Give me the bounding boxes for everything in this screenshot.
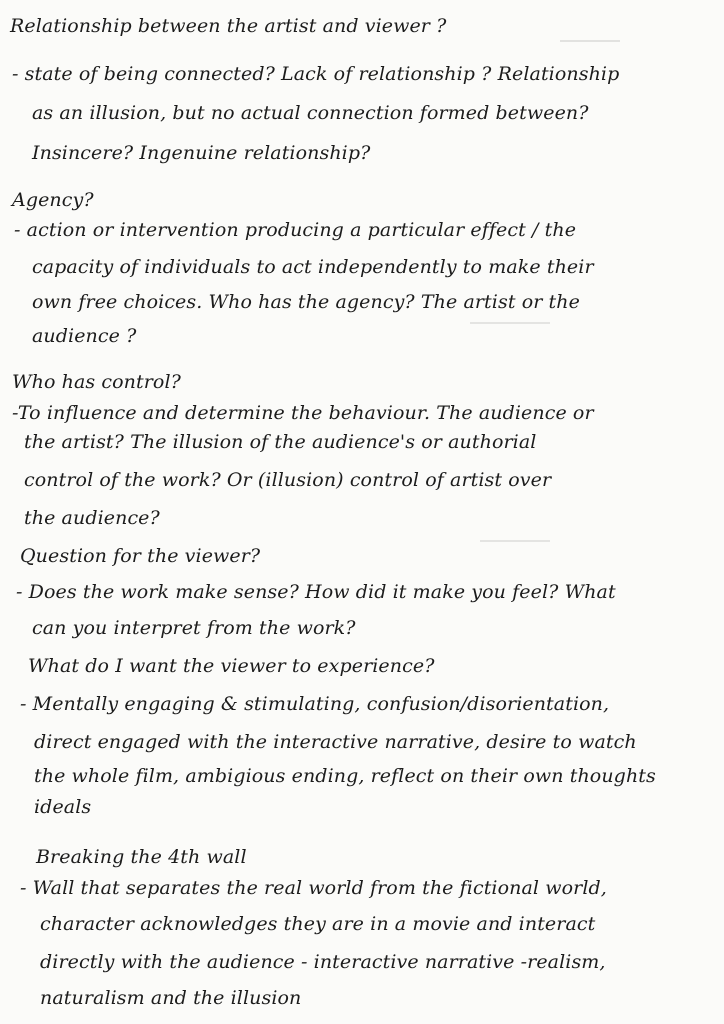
note-line: - Wall that separates the real world from the fictional world, (20, 877, 607, 899)
note-line: directly with the audience - interactive narrative -realism, (40, 951, 606, 973)
reverse-side-bleed-mark (480, 540, 550, 542)
note-line: can you interpret from the work? (32, 617, 356, 639)
note-line: ideals (34, 796, 92, 818)
note-line: audience ? (32, 325, 137, 347)
reverse-side-bleed-mark (470, 322, 550, 324)
section-heading-relationship: Relationship between the artist and viewer ? (10, 15, 447, 37)
note-line: control of the work? Or (illusion) control of artist over (24, 469, 552, 491)
note-line: the audience? (24, 507, 160, 529)
note-line: -To influence and determine the behaviour. The audience or (12, 402, 594, 424)
note-line: - Does the work make sense? How did it make you feel? What (16, 581, 616, 603)
note-line: - Mentally engaging & stimulating, confusion/disorientation, (20, 693, 610, 715)
note-line: the whole film, ambigious ending, reflect on their own thoughts (34, 765, 656, 787)
note-line: character acknowledges they are in a movie and interact (40, 913, 596, 935)
section-heading-viewer-experience: What do I want the viewer to experience? (28, 655, 435, 677)
reverse-side-bleed-mark (560, 40, 620, 42)
note-line: - action or intervention producing a particular effect / the (14, 219, 577, 241)
section-heading-fourth-wall: Breaking the 4th wall (36, 846, 247, 868)
note-line: direct engaged with the interactive narrative, desire to watch (34, 731, 637, 753)
note-line: Insincere? Ingenuine relationship? (32, 142, 371, 164)
note-line: own free choices. Who has the agency? The artist or the (32, 291, 580, 313)
note-line: the artist? The illusion of the audience's or authorial (24, 431, 537, 453)
note-line: as an illusion, but no actual connection formed between? (32, 102, 589, 124)
section-heading-agency: Agency? (12, 189, 94, 211)
note-line: - state of being connected? Lack of relationship ? Relationship (12, 63, 620, 85)
section-heading-question-viewer: Question for the viewer? (20, 545, 261, 567)
note-line: naturalism and the illusion (40, 987, 302, 1009)
note-line: capacity of individuals to act independently to make their (32, 256, 594, 278)
section-heading-control: Who has control? (12, 371, 181, 393)
